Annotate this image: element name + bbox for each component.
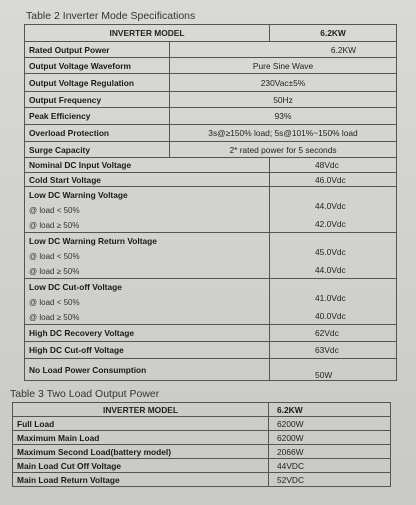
- row-label: Peak Efficiency: [25, 108, 170, 125]
- header-model: INVERTER MODEL: [13, 403, 269, 417]
- table-header-row: [13, 403, 391, 417]
- row-value: 44.0Vdc: [315, 264, 346, 275]
- row-value: Pure Sine Wave: [170, 58, 397, 74]
- table-row: [25, 42, 397, 58]
- table-row: [25, 92, 397, 108]
- row-value: 44.0Vdc: [315, 200, 346, 211]
- row-value: 41.0Vdc: [315, 292, 346, 303]
- header-value: 6.2KW: [269, 403, 391, 417]
- row-value: 230Vac±5%: [170, 74, 397, 92]
- row-value: 3s@≥150% load; 5s@101%~150% load: [170, 125, 397, 142]
- table-row: [25, 74, 397, 92]
- row-label: High DC Cut-off Voltage: [25, 342, 270, 359]
- table-row: [25, 325, 397, 342]
- row-value: 50W: [270, 359, 397, 381]
- table-row: [13, 431, 391, 445]
- row-sublabel: @ load ≥ 50%: [29, 220, 80, 230]
- row-value: 48Vdc: [270, 158, 397, 173]
- row-label: High DC Recovery Voltage: [25, 325, 270, 342]
- row-sublabel: @ load < 50%: [29, 251, 80, 261]
- table3-caption: Table 3 Two Load Output Power: [10, 388, 160, 400]
- row-label: Low DC Cut-off Voltage: [29, 281, 122, 292]
- table-row: [25, 142, 397, 158]
- table-row: [25, 359, 397, 381]
- row-label: Maximum Main Load: [13, 431, 269, 445]
- row-value: 44VDC: [269, 459, 391, 473]
- row-value: 46.0Vdc: [270, 173, 397, 187]
- row-label: Overload Protection: [25, 125, 170, 142]
- row-label: Output Voltage Waveform: [25, 58, 170, 74]
- row-label: No Load Power Consumption: [25, 359, 270, 381]
- table-row: [25, 342, 397, 359]
- row-value: 52VDC: [269, 473, 391, 487]
- row-label: Low DC Warning Return Voltage: [29, 235, 157, 246]
- row-value: 2066W: [269, 445, 391, 459]
- row-sublabel: @ load ≥ 50%: [29, 312, 80, 322]
- inverter-mode-spec-table: [24, 24, 397, 381]
- row-value: 63Vdc: [270, 342, 397, 359]
- table-row: [25, 233, 397, 279]
- row-label: Cold Start Voltage: [25, 173, 270, 187]
- row-label: Maximum Second Load(battery model): [13, 445, 269, 459]
- table-row: [13, 459, 391, 473]
- row-value: 45.0Vdc: [315, 246, 346, 257]
- row-label: Nominal DC Input Voltage: [25, 158, 270, 173]
- row-value: 93%: [170, 108, 397, 125]
- table-header-row: [25, 25, 397, 42]
- row-label: Output Voltage Regulation: [25, 74, 170, 92]
- row-label: Surge Capacity: [25, 142, 170, 158]
- row-label: Low DC Warning Voltage: [29, 189, 128, 200]
- header-value: 6.2KW: [270, 25, 397, 42]
- row-sublabel: @ load < 50%: [29, 205, 80, 215]
- row-value: 6200W: [269, 417, 391, 431]
- table2-caption: Table 2 Inverter Mode Specifications: [26, 10, 196, 22]
- header-model: INVERTER MODEL: [25, 25, 270, 42]
- table-row: [13, 417, 391, 431]
- row-label: Rated Output Power: [25, 42, 170, 58]
- table-row: [13, 445, 391, 459]
- row-label: Main Load Return Voltage: [13, 473, 269, 487]
- row-label: Output Frequency: [25, 92, 170, 108]
- row-value: 50Hz: [170, 92, 397, 108]
- row-label: Full Load: [13, 417, 269, 431]
- table-row: [25, 108, 397, 125]
- row-value: 40.0Vdc: [315, 310, 346, 321]
- row-sublabel: @ load ≥ 50%: [29, 266, 80, 276]
- table-row: [25, 187, 397, 233]
- table-row: [25, 279, 397, 325]
- table-row: [25, 158, 397, 173]
- row-sublabel: @ load < 50%: [29, 297, 80, 307]
- row-value: 6.2KW: [170, 42, 397, 58]
- table-row: [25, 58, 397, 74]
- table-row: [25, 173, 397, 187]
- table-row: [13, 473, 391, 487]
- row-value: 42.0Vdc: [315, 218, 346, 229]
- two-load-output-table: [12, 402, 391, 487]
- table-row: [25, 125, 397, 142]
- row-label: Main Load Cut Off Voltage: [13, 459, 269, 473]
- row-value: 62Vdc: [270, 325, 397, 342]
- row-value: 2* rated power for 5 seconds: [170, 142, 397, 158]
- row-value: 6200W: [269, 431, 391, 445]
